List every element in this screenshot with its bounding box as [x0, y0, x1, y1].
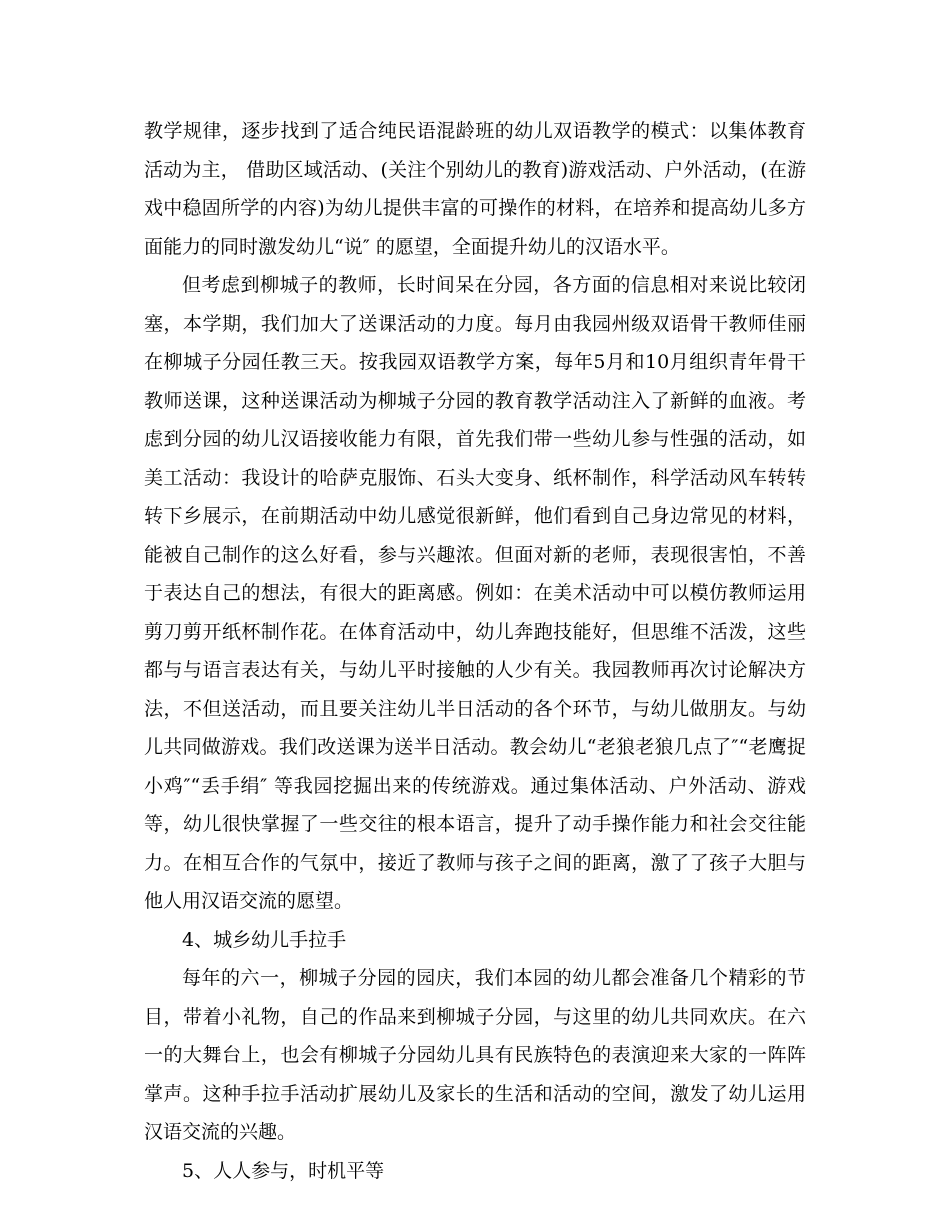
paragraph-teaching-model: 教学规律，逐步找到了适合纯民语混龄班的幼儿双语教学的模式：以集体教育活动为主， 借助区域活动、(关注个别幼儿的教育)游戏活动、户外活动，(在游戏中稳固所学的内容)为幼儿提供丰富的可操作的材料，在培养和提高幼儿多方面能力的同时激发幼儿“说″ 的愿望，全面提升幼儿的汉语水平。 [144, 120, 806, 258]
section-heading-4: 4、城乡幼儿手拉手 [182, 928, 347, 951]
paragraph-teacher-visits: 但考虑到柳城子的教师，长时间呆在分园，各方面的信息相对来说比较闭塞，本学期，我们加大了送课活动的力度。每月由我园州级双语骨干教师佳丽在柳城子分园任教三天。按我园双语教学方案，每年5月和10月组织青年骨干教师送课，这种送课活动为柳城子分园的教育教学活动注入了新鲜的血液。考虑到分园的幼儿汉语接收能力有限，首先我们带一些幼儿参与性强的活动，如美工活动：我设计的哈萨克服饰、石头大变身、纸杯制作，科学活动风车转转转下乡展示，在前期活动中幼儿感觉很新鲜，他们看到自己身边常见的材料，能被自己制作的这么好看，参与兴趣浓。但面对新的老师，表现很害怕，不善于表达自己的想法，有很大的距离感。例如：在美术活动中可以模仿教师运用剪刀剪开纸杯制作花。在体育活动中，幼儿奔跑技能好，但思维不活泼，这些都与与语言表达有关，与幼儿平时接触的人少有关。我园教师再次讨论解决方法，不但送活动，而且要关注幼儿半日活动的各个环节，与幼儿做朋友。与幼儿共同做游戏。我们改送课为送半日活动。教会幼儿“老狼老狼几点了″“老鹰捉小鸡″“丢手绢″ 等我园挖掘出来的传统游戏。通过集体活动、户外活动、游戏等，幼儿很快掌握了一些交往的根本语言，提升了动手操作能力和社会交往能力。在相互合作的气氛中，接近了教师与孩子之间的距离，激了了孩子大胆与他人用汉语交流的愿望。 [144, 274, 806, 912]
section-heading-5: 5、人人参与，时机平等 [182, 1159, 385, 1182]
document-page [144, 112, 806, 1190]
paragraph-childrens-day: 每年的六一，柳城子分园的园庆，我们本园的幼儿都会准备几个精彩的节目，带着小礼物，自己的作品来到柳城子分园，与这里的幼儿共同欢庆。在六一的大舞台上，也会有柳城子分园幼儿具有民族特色的表演迎来大家的一阵阵掌声。这种手拉手活动扩展幼儿及家长的生活和活动的空间，激发了幼儿运用汉语交流的兴趣。 [144, 967, 806, 1143]
